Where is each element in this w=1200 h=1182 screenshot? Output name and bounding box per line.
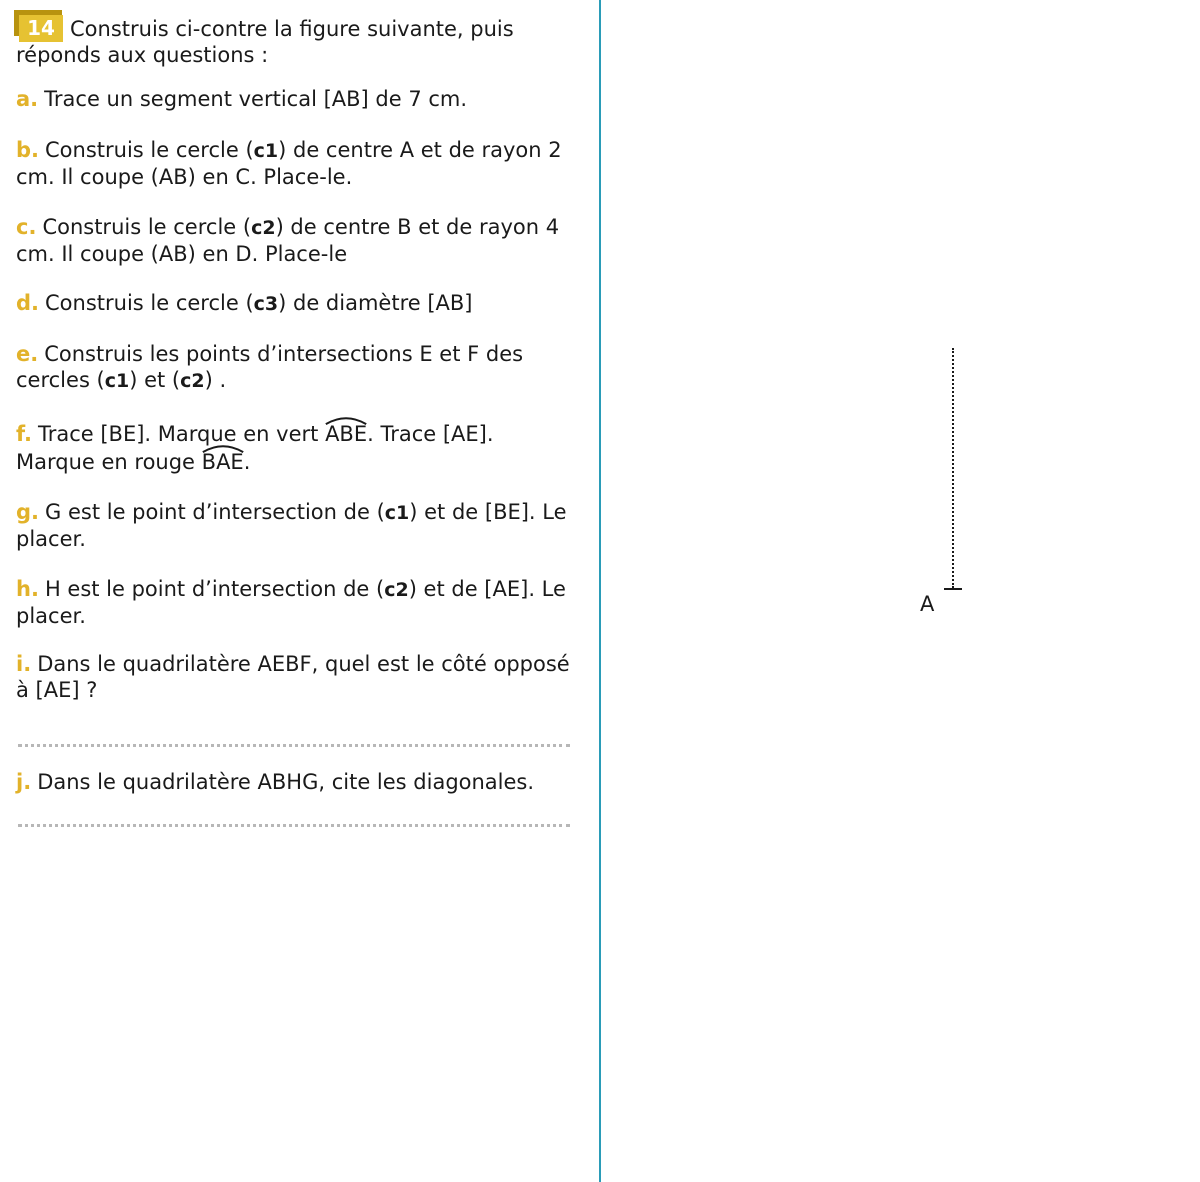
question-text: ) de centre A et de rayon 2 cm. Il coupe (AB) en C. Place-le. (16, 138, 562, 189)
question-text: Dans le quadrilatère ABHG, cite les diagonales. (37, 770, 535, 794)
circle-label: c1 (104, 370, 130, 392)
question-text: Construis les points d’intersections E et F des cercles ( (16, 342, 524, 392)
circle-label: c2 (251, 217, 276, 239)
point-a-label: A (920, 592, 935, 616)
exercise-intro: Construis ci-contre la figure suivante, puis réponds aux questions : (16, 17, 514, 67)
question-text: Construis le cercle ( (45, 291, 254, 315)
circle-label: c2 (384, 579, 409, 601)
arc-icon (325, 416, 367, 425)
question-text: Trace [BE]. Marque en vert (37, 422, 326, 446)
question-e (16, 341, 576, 394)
angle-bae (202, 448, 244, 476)
question-j (16, 769, 576, 795)
angle-abe (325, 420, 367, 448)
question-letter: h. (16, 577, 39, 601)
circle-label: c3 (253, 293, 279, 315)
question-i (16, 651, 576, 703)
circle-label: c1 (253, 140, 279, 162)
segment-ab-guide (952, 348, 954, 588)
question-letter: f. (16, 422, 32, 446)
question-letter: b. (16, 138, 40, 162)
question-text: Construis le cercle ( (45, 138, 254, 162)
circle-label: c1 (384, 502, 410, 524)
question-g (16, 499, 576, 552)
question-text: ) et ( (129, 368, 181, 392)
question-text: Construis le cercle ( (42, 215, 252, 239)
answer-line-j[interactable] (18, 824, 570, 827)
question-h (16, 576, 576, 629)
question-text: H est le point d’intersection de ( (44, 577, 385, 601)
question-text: G est le point d’intersection de ( (45, 500, 385, 524)
question-c (16, 214, 576, 267)
question-text: ) de diamètre [AB] (278, 291, 473, 315)
question-letter: j. (16, 770, 32, 794)
question-text: ) de centre B et de rayon 4 cm. Il coupe (AB) en D. Place-le (16, 215, 560, 266)
question-f (16, 420, 576, 476)
question-text: ) et de [BE]. Le placer. (16, 500, 567, 551)
circle-label: c2 (180, 370, 205, 392)
column-divider (599, 0, 601, 1182)
question-text: Trace un segment vertical [AB] de 7 cm. (44, 87, 468, 111)
question-letter: g. (16, 500, 40, 524)
answer-line-i[interactable] (18, 744, 570, 747)
exercise-number: 14 (19, 15, 63, 42)
question-text: . Trace [AE]. Marque en rouge (16, 422, 494, 474)
question-letter: a. (16, 87, 39, 111)
angle-label: ABE (325, 422, 368, 446)
question-a (16, 86, 576, 112)
question-text: ) et de [AE]. Le placer. (16, 577, 566, 628)
question-b (16, 137, 576, 190)
question-letter: i. (16, 652, 32, 676)
angle-label: BAE (201, 450, 244, 474)
question-text: Dans le quadrilatère AEBF, quel est le côté opposé à [AE] ? (16, 652, 570, 702)
question-letter: c. (16, 215, 37, 239)
question-letter: d. (16, 291, 40, 315)
question-d (16, 290, 576, 317)
arc-icon (202, 444, 244, 453)
question-letter: e. (16, 342, 39, 366)
question-text: ) . (204, 368, 227, 392)
question-text: . (243, 450, 251, 474)
point-a-tick (944, 588, 962, 590)
